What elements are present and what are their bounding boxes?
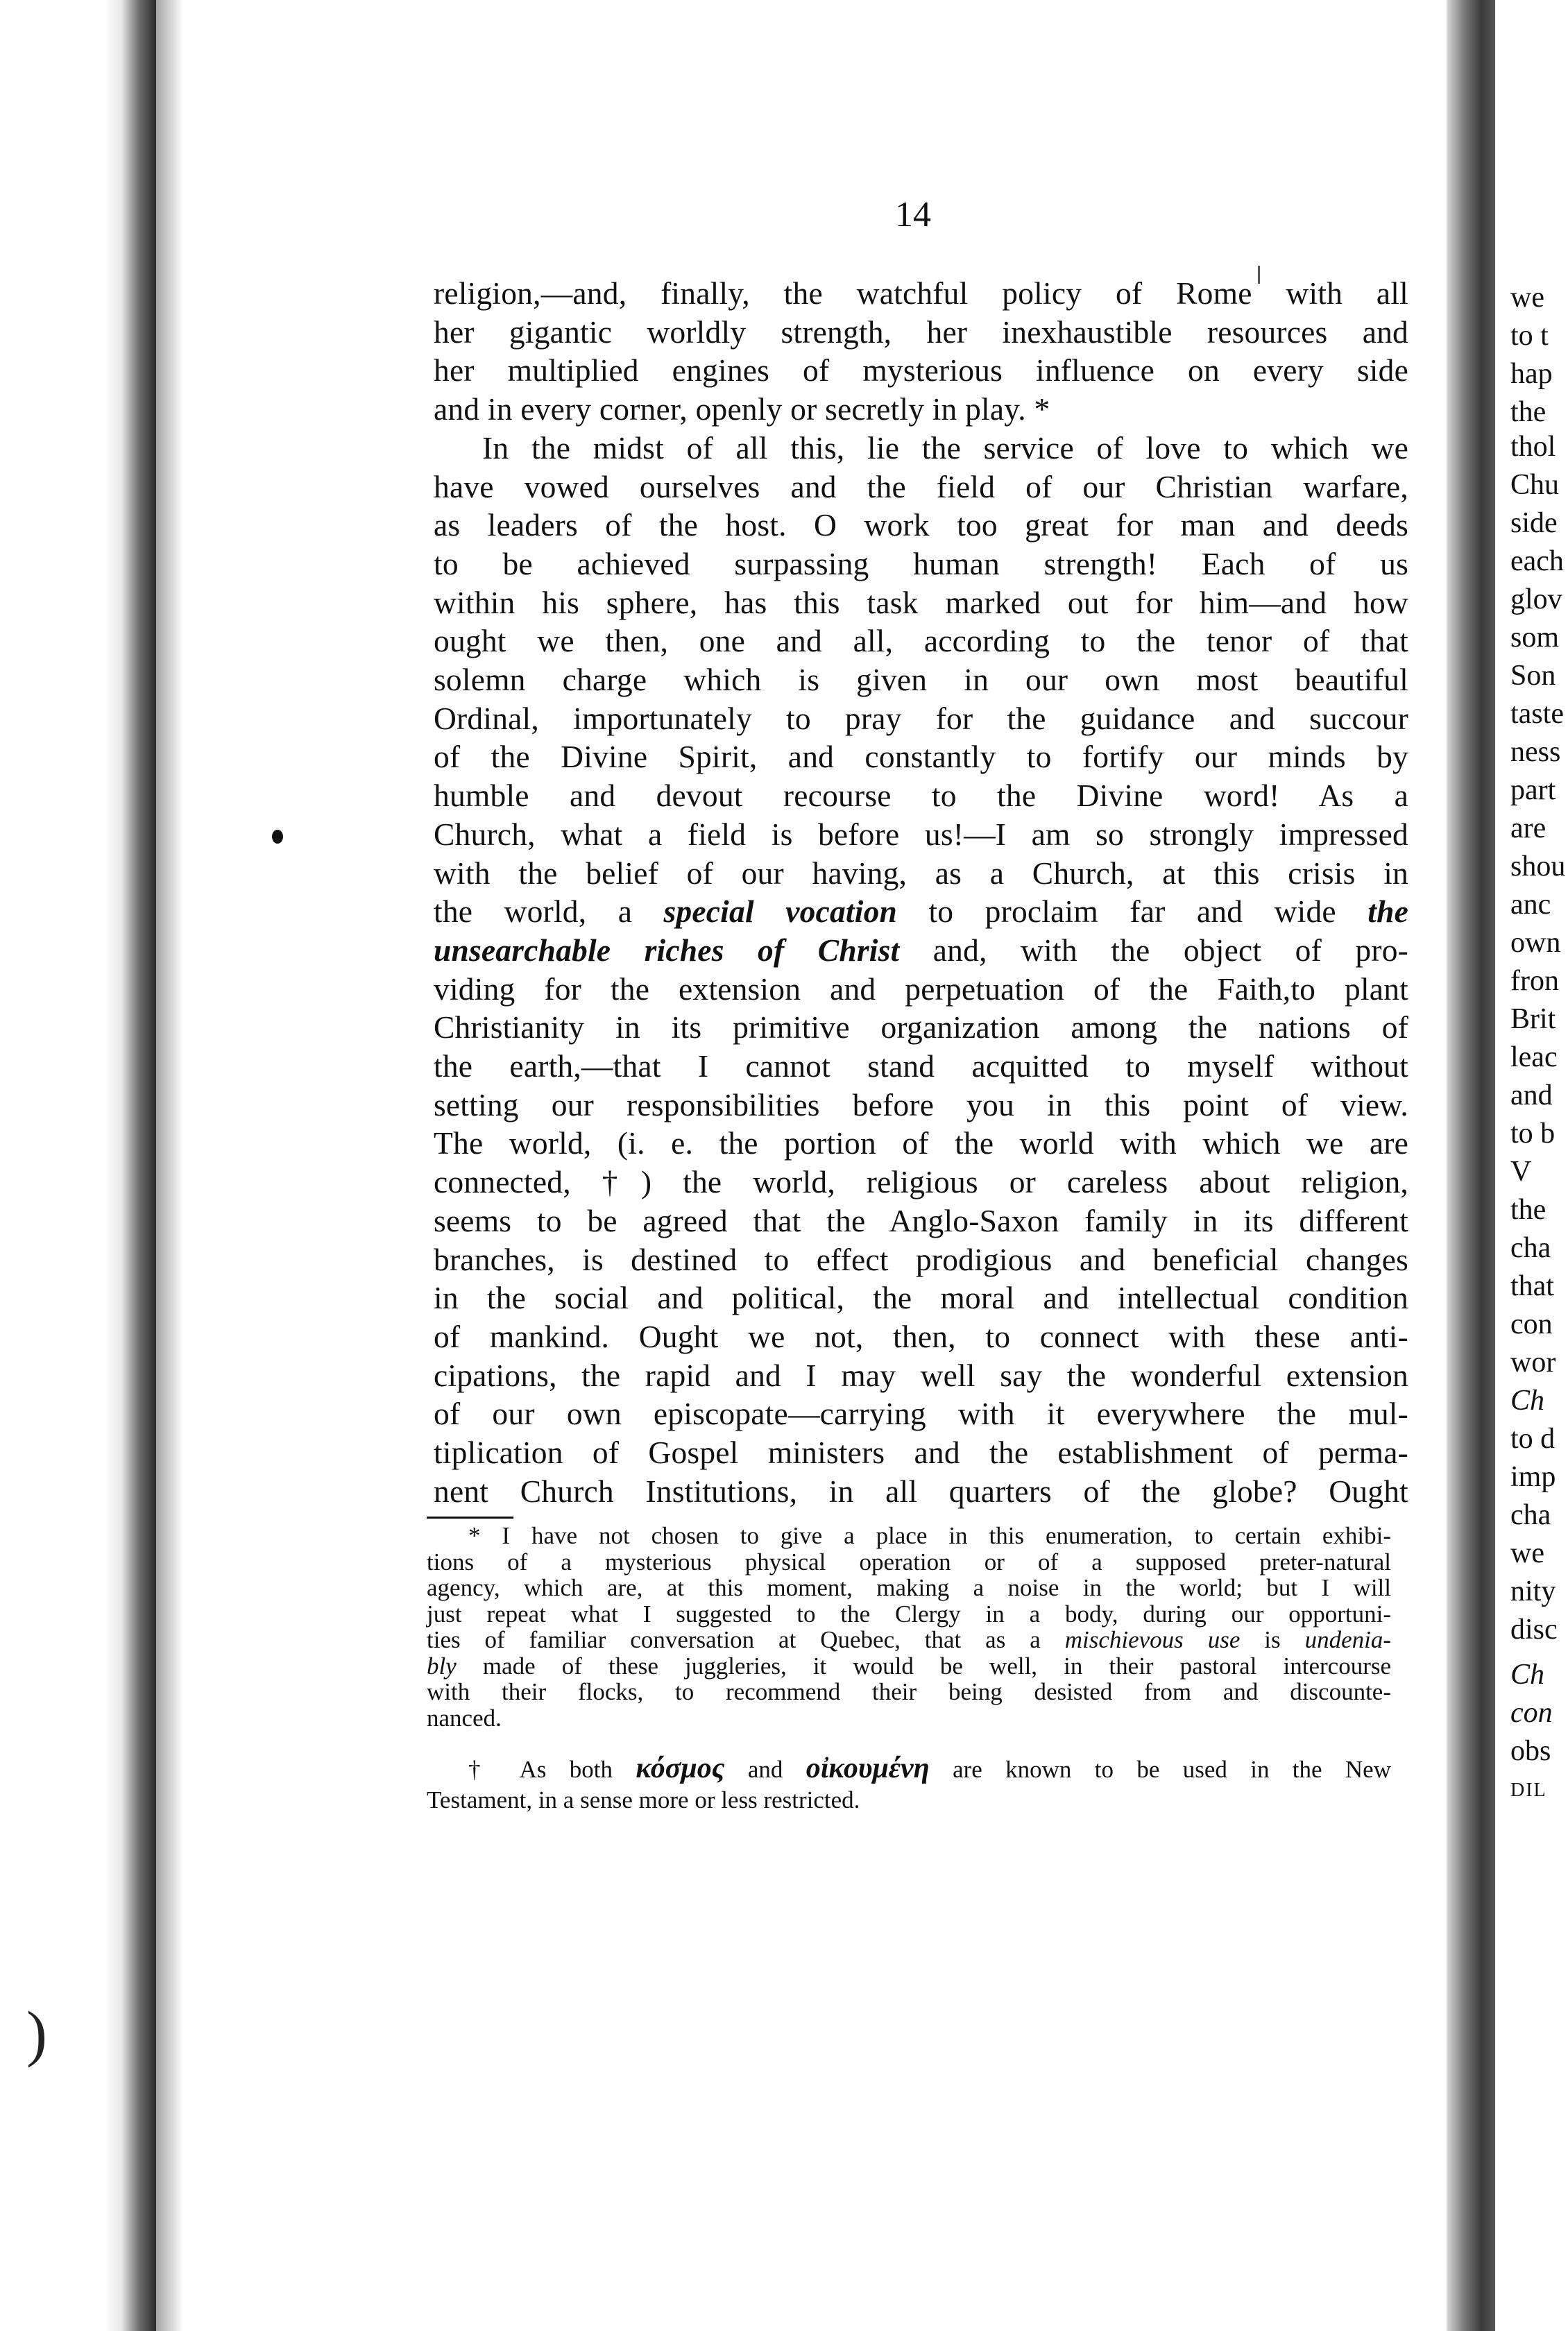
greek-word: κόσμος: [636, 1752, 725, 1784]
facing-page-line: obs: [1510, 1735, 1551, 1767]
text-line: viding for the extension and perpetuation of the Faith,to plant: [434, 971, 1408, 1007]
text-line: branches, is destined to effect prodigious and beneficial changes: [434, 1241, 1408, 1277]
text-line-emphasis: [434, 931, 1408, 970]
facing-page-line: the: [1510, 396, 1546, 428]
footnote-dagger: [427, 1753, 1391, 1816]
text-line: of mankind. Ought we not, then, to connect with these anti-: [434, 1318, 1408, 1354]
facing-page-line: DIL: [1510, 1779, 1547, 1801]
text-line: and in every corner, openly or secretly in play. *: [434, 391, 1050, 427]
text-line: her gigantic worldly strength, her inexhaustible resources and: [434, 314, 1408, 350]
text-line-emphasis: [434, 892, 1408, 931]
footnote-rule: [427, 1517, 513, 1519]
text-run: the world, a: [434, 894, 664, 930]
italic-phrase: the: [1367, 894, 1408, 930]
facing-page-line: cha: [1510, 1232, 1551, 1264]
book-gutter: [1447, 0, 1495, 2331]
facing-page-line: part: [1510, 774, 1556, 806]
text-run: is: [1240, 1626, 1305, 1653]
facing-page-line: shou: [1510, 851, 1566, 882]
text-line: setting our responsibilities before you in this point of view.: [434, 1086, 1408, 1122]
footnote-asterisk: [427, 1523, 1391, 1731]
text-line: within his sphere, has this task marked out for him—and how: [434, 584, 1408, 620]
facing-page-line: side: [1510, 507, 1558, 539]
facing-page-line: imp: [1510, 1461, 1556, 1493]
text-run: made of these juggleries, it would be well, in their pastoral intercourse: [482, 1652, 1392, 1680]
text-line: as leaders of the host. O work too great for man and deeds: [434, 507, 1408, 543]
facing-page-line: own: [1510, 927, 1561, 959]
italic-phrase: bly: [427, 1652, 457, 1680]
text-run: and, with the object of pro-: [899, 932, 1408, 968]
facing-page-line: Ch: [1510, 1385, 1545, 1417]
facing-page-line: we: [1510, 282, 1544, 314]
text-line: of the Divine Spirit, and constantly to fortify our minds by: [434, 739, 1408, 775]
text-line: Ordinal, importunately to pray for the guidance and succour: [434, 700, 1408, 736]
footnote-line: with their flocks, to recommend their being desisted from and discounte-: [427, 1678, 1391, 1705]
text-line: nent Church Institutions, in all quarters of the globe? Ought: [434, 1473, 1408, 1509]
facing-page-line: nity: [1510, 1576, 1556, 1607]
text-line: religion,—and, finally, the watchful policy of Rome with all: [434, 275, 1408, 311]
facing-page-line: cha: [1510, 1499, 1551, 1531]
text-line: In the midst of all this, lie the service of love to which we: [482, 429, 1408, 466]
facing-page-line: hap: [1510, 358, 1553, 390]
footnote-line: [427, 1753, 1391, 1785]
facing-page-line: ness: [1510, 736, 1561, 768]
footnote-line: nanced.: [427, 1704, 502, 1732]
italic-phrase: mischievous use: [1064, 1626, 1241, 1653]
page-edge-shadow: [156, 0, 184, 2331]
facing-page-line: leac: [1510, 1041, 1558, 1073]
facing-page-line: taste: [1510, 698, 1564, 730]
margin-dot: [272, 830, 283, 844]
italic-phrase: undenia-: [1304, 1626, 1391, 1653]
facing-page-line: Brit: [1510, 1003, 1556, 1035]
text-line: cipations, the rapid and I may well say the wonderful extension: [434, 1357, 1408, 1393]
page-number: 14: [895, 195, 931, 234]
facing-page-line: and: [1510, 1079, 1553, 1111]
facing-page-line: each: [1510, 545, 1564, 577]
facing-page-line: the: [1510, 1194, 1546, 1226]
facing-page-line: con: [1510, 1697, 1553, 1729]
facing-page-line: som: [1510, 622, 1560, 654]
text-run: and: [724, 1756, 806, 1783]
text-line: of our own episcopate—carrying with it everywhere the mul-: [434, 1396, 1408, 1432]
footnote-line: tions of a mysterious physical operation or of a supposed preter-natural: [427, 1548, 1391, 1576]
footnote-line: Testament, in a sense more or less restricted.: [427, 1786, 860, 1813]
text-line: tiplication of Gospel ministers and the establishment of perma-: [434, 1435, 1408, 1471]
facing-page-line: are: [1510, 812, 1546, 844]
footnote-line: just repeat what I suggested to the Clergy in a body, during our opportuni-: [427, 1600, 1391, 1628]
facing-page-line: to b: [1510, 1118, 1556, 1150]
text-line: in the social and political, the moral and intellectual condition: [434, 1280, 1408, 1316]
facing-page-line: V: [1510, 1156, 1532, 1188]
text-line: to be achieved surpassing human strength! Each of us: [434, 545, 1408, 581]
text-run: to proclaim far and wide: [897, 894, 1368, 930]
text-line: seems to be agreed that the Anglo-Saxon family in its different: [434, 1202, 1408, 1238]
facing-page-line: Son: [1510, 660, 1556, 692]
text-line: humble and devout recourse to the Divine word! As a: [434, 778, 1408, 814]
facing-page-line: con: [1510, 1308, 1553, 1340]
facing-page-line: Ch: [1510, 1659, 1545, 1691]
footnote-line: * I have not chosen to give a place in this enumeration, to certain exhibi-: [468, 1522, 1391, 1549]
body-text: [434, 274, 1408, 1511]
text-line: solemn charge which is given in our own most beautiful: [434, 662, 1408, 698]
text-run: are known to be used in the New: [929, 1756, 1391, 1783]
text-line: The world, (i. e. the portion of the world with which we are: [434, 1125, 1408, 1161]
facing-page-line: disc: [1510, 1614, 1558, 1646]
text-line: connected, †) the world, religious or careless about religion,: [434, 1164, 1408, 1200]
facing-page-line: Chu: [1510, 469, 1560, 501]
facing-page-line: fron: [1510, 965, 1559, 997]
text-line: the earth,—that I cannot stand acquitted to myself without: [434, 1048, 1408, 1084]
text-line: with the belief of our having, as a Church, at this crisis in: [434, 855, 1408, 891]
scan-left-edge: [0, 0, 156, 2331]
facing-page-line: anc: [1510, 889, 1551, 921]
footnotes: [427, 1523, 1391, 1816]
footnote-line: agency, which are, at this moment, making a noise in the world; but I will: [427, 1574, 1391, 1601]
text-line: Church, what a field is before us!—I am so strongly impressed: [434, 816, 1408, 852]
facing-page-fragment: [1495, 0, 1568, 2331]
text-run: ties of familiar conversation at Quebec, that as a: [427, 1626, 1065, 1653]
facing-page-line: wor: [1510, 1347, 1556, 1378]
text-line: her multiplied engines of mysterious influence on every side: [434, 352, 1408, 388]
facing-page-line: that: [1510, 1270, 1554, 1302]
facing-page-line: thol: [1510, 431, 1556, 463]
text-line: have vowed ourselves and the field of our Christian warfare,: [434, 468, 1408, 504]
footnote-line: [427, 1627, 1391, 1653]
text-line: Christianity in its primitive organization among the nations of: [434, 1009, 1408, 1045]
text-run: † As both: [468, 1756, 636, 1783]
facing-page-line: to t: [1510, 320, 1549, 352]
text-line: ought we then, one and all, according to the tenor of that: [434, 623, 1408, 659]
margin-mark: ): [26, 1999, 47, 2068]
greek-word: οἰκουμένη: [806, 1752, 930, 1784]
facing-page-line: to d: [1510, 1423, 1556, 1455]
facing-page-line: we: [1510, 1537, 1544, 1569]
italic-phrase: unsearchable riches of Christ: [434, 932, 900, 968]
italic-phrase: special vocation: [663, 894, 898, 930]
facing-page-line: glov: [1510, 583, 1562, 615]
footnote-line: [427, 1653, 1391, 1680]
